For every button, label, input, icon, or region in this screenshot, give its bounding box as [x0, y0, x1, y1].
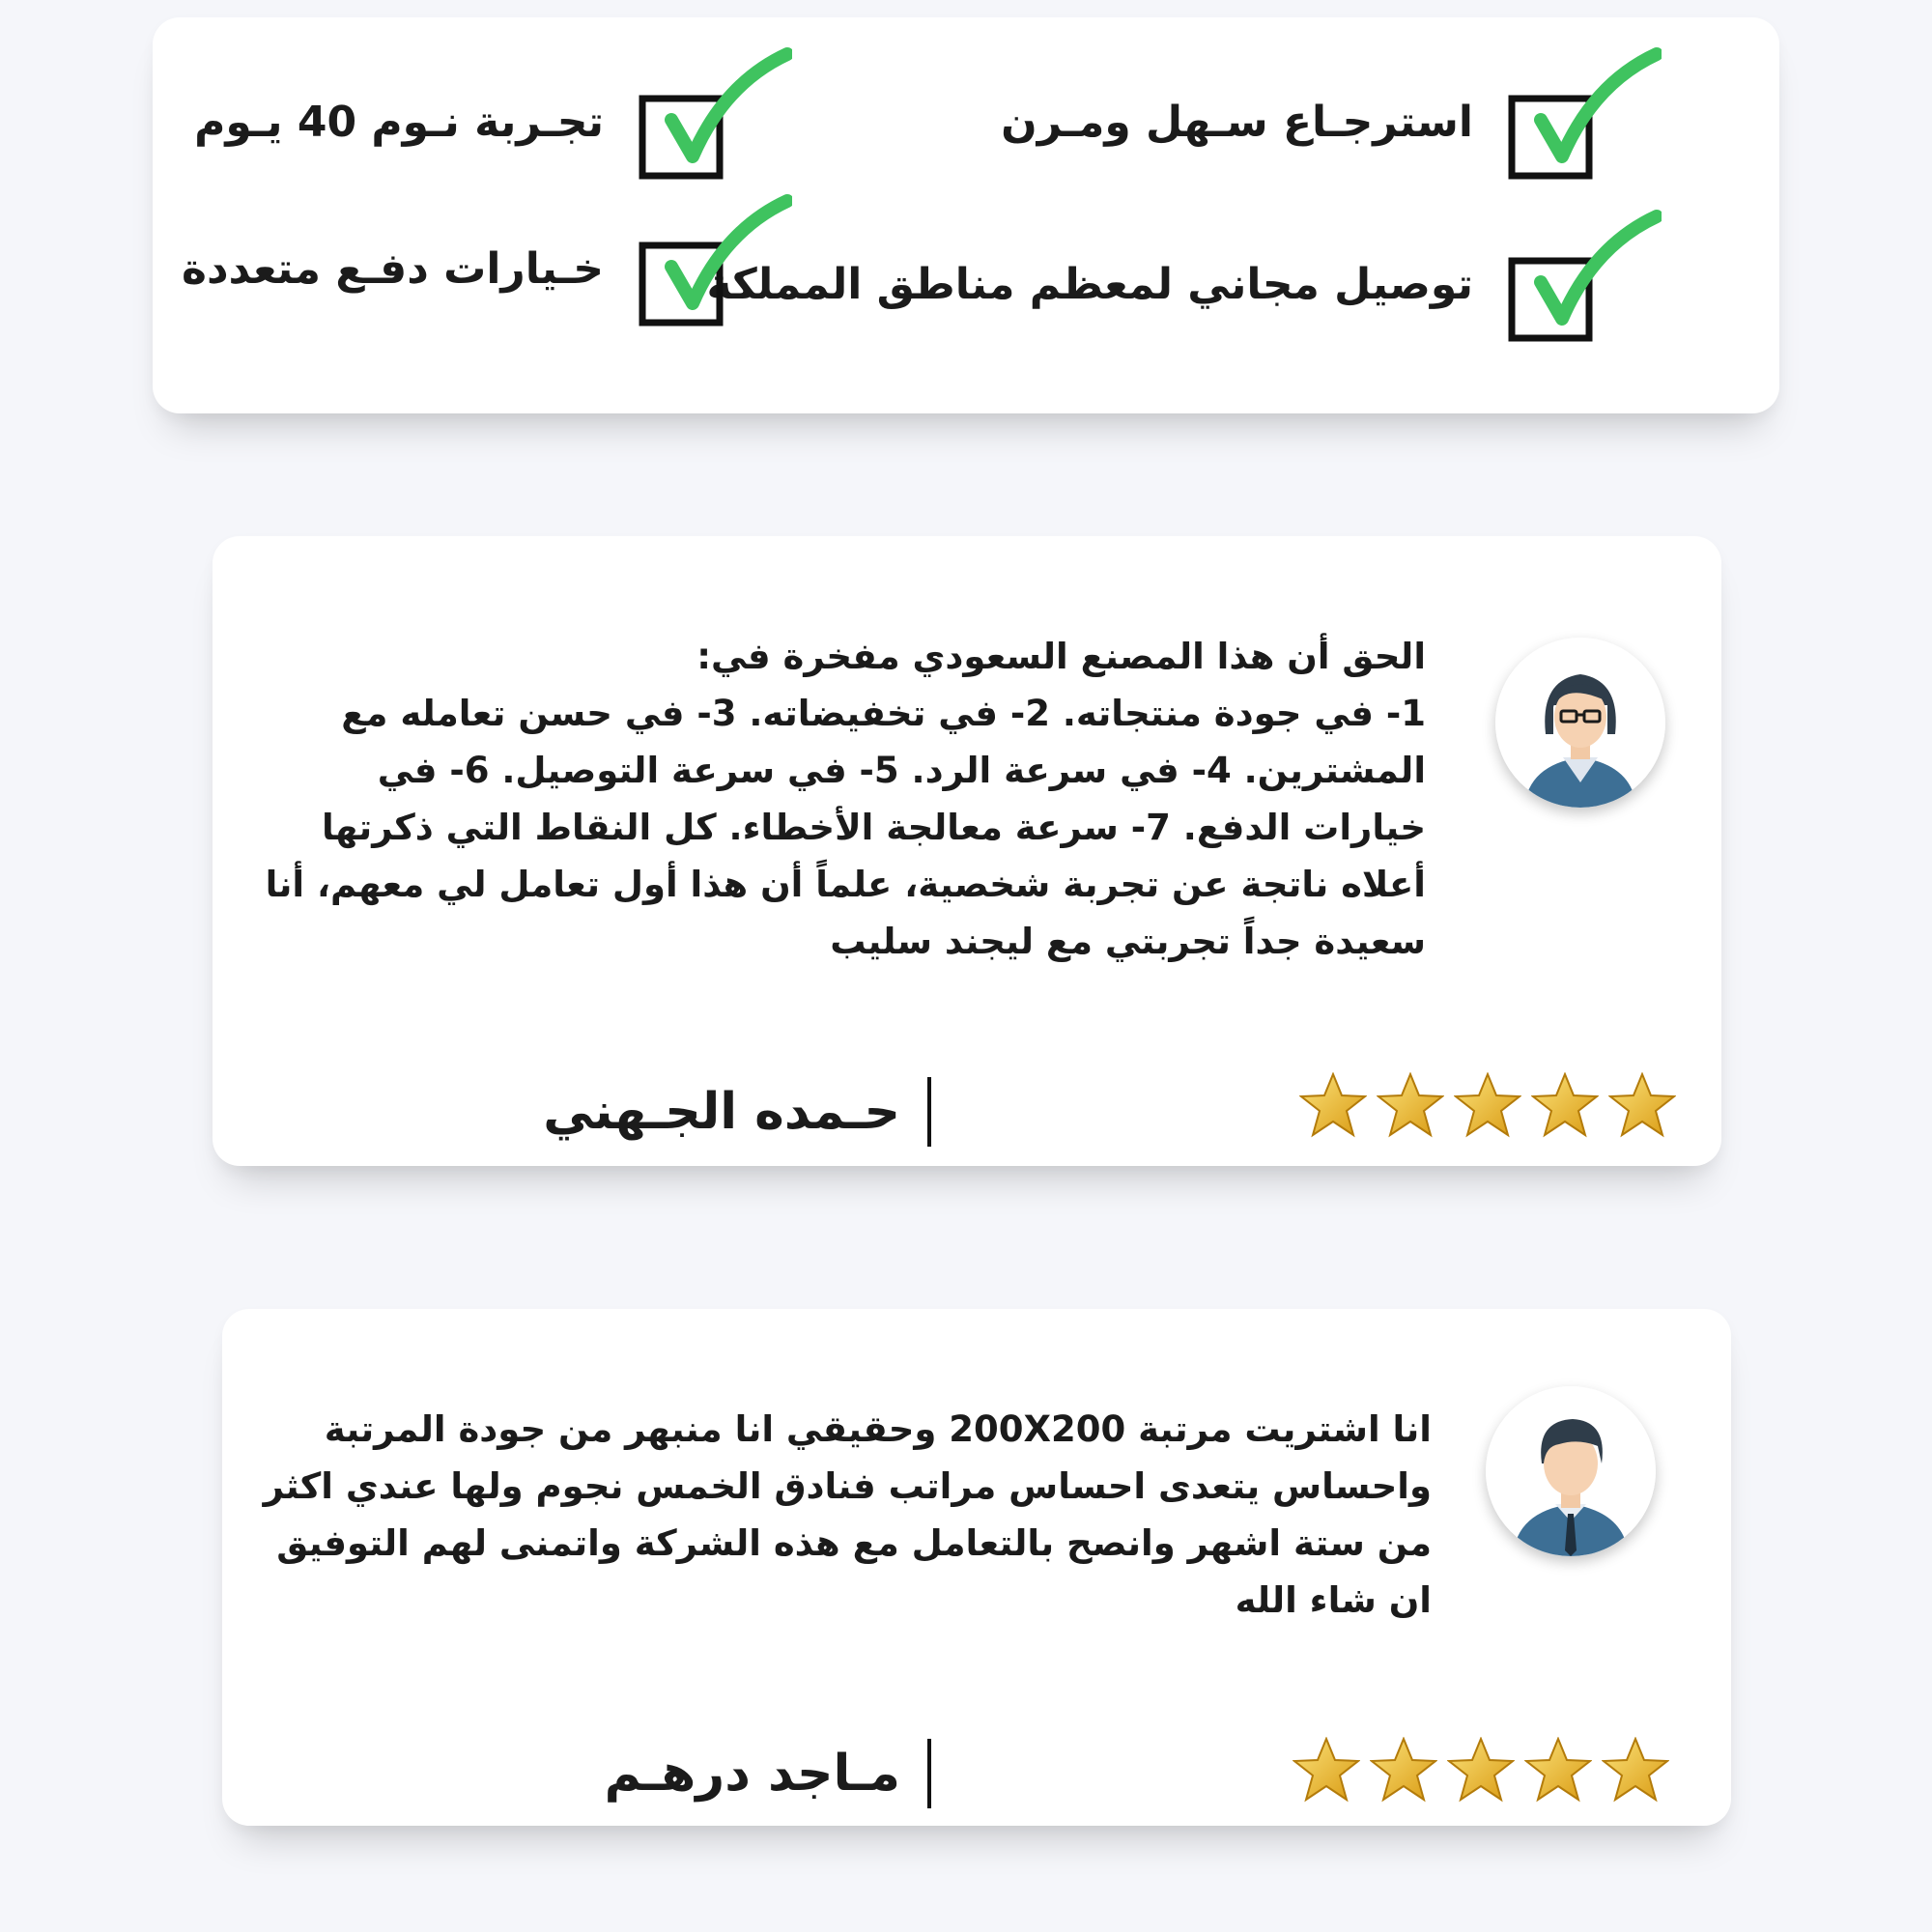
review-author [605, 1739, 931, 1808]
author-name: مـاجد درهـم [604, 1745, 900, 1803]
star-icon [1524, 1737, 1592, 1803]
checkbox-checked-icon [1502, 207, 1662, 361]
checkbox-checked-icon [633, 191, 792, 346]
star-icon [1447, 1737, 1515, 1803]
feature-sleep-trial [194, 44, 792, 199]
star-icon [1293, 1737, 1360, 1803]
feature-payment-options [182, 191, 792, 346]
star-icon [1299, 1072, 1367, 1138]
feature-label: خـيارات دفـع متعددة [182, 243, 604, 294]
review-text: انا اشتريت مرتبة 200X200 وحقيقي انا منبهر من جودة المرتبة واحساس يتعدى احساس مراتب فنادق الخمس نجوم ولها عندي اكثر من ستة اشهر وانصح بالتعامل مع هذه الشركة واتمنى لهم التوفيق ان شاء الله [263, 1408, 1432, 1621]
author-divider [927, 1739, 931, 1808]
star-icon [1531, 1072, 1599, 1138]
star-icon [1377, 1072, 1444, 1138]
checkbox-checked-icon [633, 44, 792, 199]
woman-avatar-icon [1495, 638, 1665, 808]
author-divider [927, 1077, 931, 1147]
feature-label: توصيل مجاني لمعظم مناطق المملكة [706, 259, 1473, 309]
feature-free-delivery [706, 207, 1662, 361]
star-rating [1299, 1072, 1676, 1138]
star-icon [1370, 1737, 1437, 1803]
star-icon [1454, 1072, 1521, 1138]
star-icon [1602, 1737, 1669, 1803]
review-text: الحق أن هذا المصنع السعودي مفخرة في: 1- في جودة منتجاته. 2- في تخفيضاته. 3- في حسن تعامله مع المشترين. 4- في سرعة الرد. 5- في سرعة التوصيل. 6- في خيارات الدفع. 7- سرعة معالجة الأخطاء. كل النقاط التي ذكرتها أعلاه ناتجة عن تجربة شخصية، علماً أن هذا أول تعامل لي معهم، أنا سعيدة جداً تجربتي مع ليجند سليب [265, 636, 1426, 962]
review-card [213, 536, 1721, 1166]
man-avatar-icon [1486, 1386, 1656, 1556]
review-card [222, 1309, 1731, 1826]
star-icon [1608, 1072, 1676, 1138]
feature-label: استرجـاع سـهل ومـرن [1001, 97, 1473, 147]
review-author [543, 1077, 931, 1147]
features-card [153, 17, 1779, 413]
feature-label: تجـربة نـوم 40 يـوم [194, 97, 604, 147]
author-name: حـمده الجـهني [543, 1083, 900, 1141]
feature-easy-returns [1001, 44, 1662, 199]
star-rating [1293, 1737, 1669, 1803]
checkbox-checked-icon [1502, 44, 1662, 199]
